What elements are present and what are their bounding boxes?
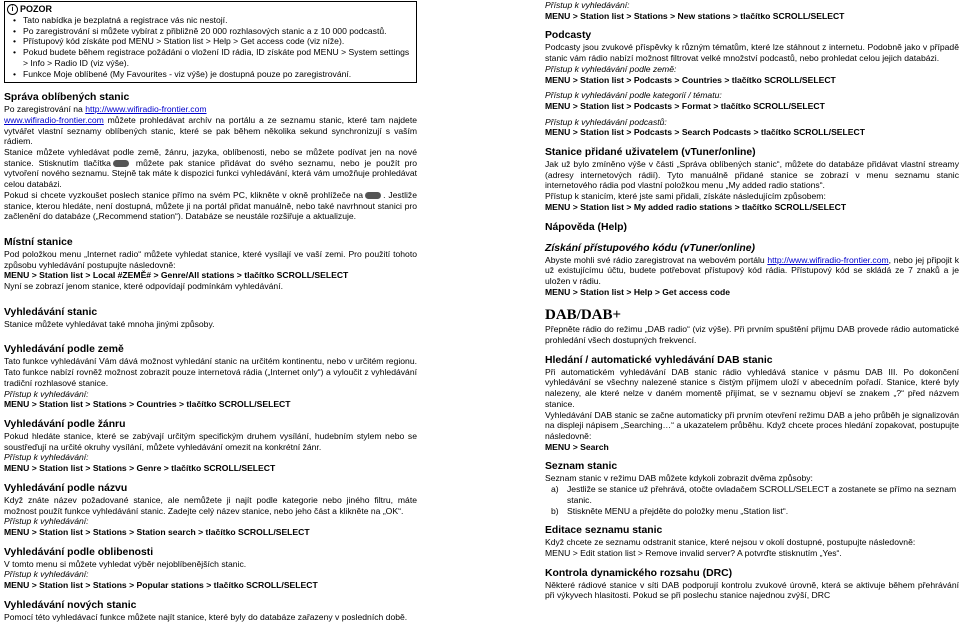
fav-paragraph-2: Stanice můžete vyhledávat podle země, žánru, jazyka, oblíbenosti, nebo se můžete podívat jen na nové stanice. Stisknutím tlačítka můžete pak stanice přidávat do svého seznamu, nebo je použít pro vytvoření nového seznamu. Stejně tak máte k dispozici funkci vyhledávání, která vám umožňuje prohledávat celou databázi. [4, 147, 417, 190]
add-button-icon [113, 160, 129, 167]
scan-paragraph-1: Při automatickém vyhledávání DAB stanic rádio vyhledává stanice v pásmu DAB III. Po dokončení vyhledávání se všechny nalezené stanice s čistým příjmem uloží v abecedním pořadí. Stanice, které byly nalezeny, ale které nelze v daném momentě přijímat, se v seznamu objeví se znakem „?“ před názvem stanice. [545, 366, 959, 409]
play-button-icon [365, 192, 381, 199]
list-option-a: a) Jestliže se stanice už přehrává, otočte ovladačem SCROLL/SELECT a zostanete se přímo na seznam stanic. [551, 484, 957, 505]
local-paragraph: Pod položkou menu „Internet radio“ můžete vyhledat stanice, které vysílají ve vaší zemi. Pro použití tohoto způsobu vyhledávání postupujte následovně: [4, 248, 417, 270]
section-heading-country: Vyhledávání podle země [4, 344, 124, 356]
country-path: MENU > Station list > Stations > Countries > tlačítko SCROLL/SELECT [4, 399, 291, 410]
section-heading-favourites: Správa oblíbených stanic [4, 92, 130, 104]
warning-item: • Přístupový kód získáte pod MENU > Station list > Help > Get access code (viz níže). [23, 36, 416, 47]
section-heading-podcasts: Podcasty [545, 30, 592, 42]
scan-path: MENU > Search [545, 441, 609, 452]
portal-link-short[interactable]: www.wifiradio-frontier.com [4, 114, 104, 125]
search-paragraph: Stanice můžete vyhledávat také mnoha jinými způsoby. [4, 318, 215, 329]
podcasts-access-format: Přístup k vyhledávání podle kategorií / tématu: [545, 90, 722, 101]
warning-item: • Tato nabídka je bezplatná a registrace vás nic nestojí. [23, 15, 416, 26]
list-paragraph: Seznam stanic v režimu DAB můžete kdykoli zobrazit dvěma způsoby: [545, 473, 813, 484]
podcasts-access-country: Přístup k vyhledávání podle země: [545, 63, 677, 74]
left-column [4, 0, 417, 622]
section-heading-dab: DAB/DAB+ [545, 307, 622, 324]
local-path: MENU > Station list > Local #ZEMĚ# > Genre/All stations > tlačítko SCROLL/SELECT [4, 270, 349, 281]
portal-link[interactable]: http://www.wifiradio-frontier.com [85, 104, 207, 115]
portal-link-help[interactable]: http://www.wifiradio-frontier.com [767, 254, 889, 265]
section-heading-edit-list: Editace seznamu stanic [545, 525, 663, 537]
popular-access-label: Přístup k vyhledávání: [4, 569, 89, 580]
new-path: MENU > Station list > Stations > New stations > tlačítko SCROLL/SELECT [545, 10, 845, 21]
fav-paragraph-3: Pokud si chcete vyzkoušet poslech stanice přímo na svém PC, klikněte v okně prohlížeče na . Jestliže stanice, kterou hledáte, není dostupná, můžete ji na portál přidat manuálně, nebo také navrhnout stanici pro začlenění do databáze („Recommend station“). Databáze se neustále rozšiřuje a aktualizuje. [4, 189, 417, 222]
country-paragraph: Tato funkce vyhledávání Vám dává možnost vyhledání stanic na určitém kontinentu, nebo v určitém regionu. Tato funkce nabízí rovněž možnost zobrazit pouze internetová rádia („Internet only“) a vyloučit z vyhledávání tradiční rozhlasové stanice. [4, 356, 417, 388]
section-heading-search: Vyhledávání stanic [4, 306, 98, 318]
dab-paragraph: Přepněte rádio do režimu „DAB radio“ (viz výše). Při prvním spuštění přijmu DAB provede rádio automatické prohledání všech dostupných frekvencí. [545, 324, 959, 346]
warning-list [5, 15, 416, 79]
edit-path: MENU > Edit station list > Remove invalid server? A potvrďte stisknutím „Yes“. [545, 547, 842, 558]
name-path: MENU > Station list > Stations > Station search > tlačítko SCROLL/SELECT [4, 526, 310, 537]
scan-paragraph-2: Vyhledávání DAB stanic se začne automaticky při prvním otevření režimu DAB a jeho průběh je signalizován na displeji nápisem „Searching…“ a ukazatelem průběhu. Když chcete proces hledání zopakovat, postupujte následovně: [545, 409, 959, 441]
podcasts-path-search: MENU > Station list > Podcasts > Search Podcasts > tlačítko SCROLL/SELECT [545, 127, 865, 138]
name-paragraph: Když znáte název požadované stanice, ale nemůžete ji najít podle kategorie nebo jiného filtru, máte možnost použít funkce vyhledávání stanic. Zadejte celý název stanice, nebo jeho část a klikněte na „OK“. [4, 494, 417, 516]
section-heading-popular: Vyhledávání podle oblibenosti [4, 546, 154, 558]
section-heading-drc: Kontrola dynamického rozsahu (DRC) [545, 567, 733, 579]
section-heading-station-list: Seznam stanic [545, 461, 618, 473]
warning-title-text: POZOR [20, 4, 53, 15]
warning-item: • Po zaregistrování si můžete vybírat z přibližně 20 000 rozhlasových stanic a z 10 000 podcastů. [23, 26, 416, 37]
user-path: MENU > Station list > My added radio stations > tlačítko SCROLL/SELECT [545, 201, 847, 212]
podcasts-path-format: MENU > Station list > Podcasts > Format > tlačítko SCROLL/SELECT [545, 100, 825, 111]
country-access-label: Přístup k vyhledávání: [4, 388, 89, 399]
user-paragraph-2: Přístup k stanicím, které jste sami přidali, získáte následujícím způsobem: [545, 191, 826, 202]
warning-item: • Funkce Moje oblíbené (My Favourites - viz výše) je dostupná pouze po zaregistrování. [23, 69, 416, 80]
code-paragraph: Abyste mohli své rádio zaregistrovat na webovém portálu http://www.wifiradio-frontier.com, nebo jej připojit k už existujícímu účtu, budete potřebovat přístupový kód rádia. Přístupový kód se skládá ze 7 znaků a je uložen v rádiu. [545, 254, 959, 286]
popular-path: MENU > Station list > Stations > Popular stations > tlačítko SCROLL/SELECT [4, 580, 318, 591]
list-option-b: b) Stiskněte MENU a přejděte do položky menu „Station list“. [551, 505, 789, 516]
podcasts-path-country: MENU > Station list > Podcasts > Countries > tlačítko SCROLL/SELECT [545, 74, 836, 85]
fav-paragraph-1: www.wifiradio-frontier.com můžete prohledávat archív na portálu a ze seznamu stanic, které tam najdete vytvářet vlastní seznamy oblíbených stanic, které se pak během několika sekund synchronizují s vaším rádiem. [4, 114, 417, 147]
warning-box [4, 1, 417, 83]
popular-paragraph: V tomto menu si můžete vyhledat výběr nejoblíbenějších stanic. [4, 558, 247, 569]
genre-paragraph: Pokud hledáte stanice, které se zabývají určitým specifickým druhem vysílání, hudebním stylem nebo se soustřeďují na určité okruhy vysílání, můžete vyhledávání omezit na konkrétní žánr. [4, 430, 417, 452]
name-access-label: Přístup k vyhledávání: [4, 516, 89, 527]
section-heading-new: Vyhledávání nových stanic [4, 599, 137, 611]
user-paragraph-1: Jak už bylo zmíněno výše v části „Správa oblíbených stanic“, můžete do databáze přidávat vlastní streamy (adresy internetových rádií). Tyto manuálně přidané stanice se zobrazí v menu seznamu stanic internetového rádia pod vlastní položkou menu „My added radio stations“. [545, 159, 959, 191]
fav-registration: Po zaregistrování na http://www.wifiradio-frontier.com [4, 104, 207, 115]
genre-path: MENU > Station list > Stations > Genre > tlačítko SCROLL/SELECT [4, 463, 276, 474]
podcasts-access-search: Přístup k vyhledávání podcastů: [545, 116, 667, 127]
warning-title [5, 4, 416, 15]
right-column [545, 0, 959, 601]
list-options [545, 484, 959, 516]
local-note: Nyní se zobrazí jenom stanice, které odpovídají podmínkám vyhledávání. [4, 281, 283, 292]
section-heading-name: Vyhledávání podle názvu [4, 482, 128, 494]
section-heading-genre: Vyhledávání podle žánru [4, 418, 126, 430]
new-paragraph: Pomocí této vyhledávací funkce můžete najít stanice, které byly do databáze zařazeny v posledních době. [4, 611, 408, 622]
code-path: MENU > Station list > Help > Get access code [545, 286, 731, 297]
section-heading-dab-scan: Hledání / automatické vyhledávání DAB stanic [545, 354, 773, 366]
section-heading-user-stations: Stanice přidané uživatelem (vTuner/online) [545, 147, 756, 159]
new-access-label: Přístup k vyhledávání: [545, 0, 630, 10]
drc-paragraph: Některé rádiové stanice v síti DAB podporují kontrolu zvukové úrovně, která se aktivuje během přehrávání při výkyvech hlasitosti. Pokud se při poslechu stanice najednou zvýší, DRC [545, 579, 959, 601]
podcasts-paragraph: Podcasty jsou zvukové příspěvky k různým tématům, které lze stáhnout z internetu. Podobně jako v případě stanic vám rádio nabízí možnost filtrovat velké množství podcastů, nebo prohledat celou jejich databázi. [545, 42, 959, 64]
warning-icon: i [7, 4, 18, 15]
section-heading-help: Nápověda (Help) [545, 221, 627, 233]
section-heading-local: Místní stanice [4, 236, 73, 248]
section-heading-access-code: Získání přístupového kódu (vTuner/online) [545, 242, 755, 254]
warning-item: • Pokud budete během registrace požádáni o vložení ID rádia, ID získáte pod MENU > System settings > Info > Radio ID (viz výše). [23, 47, 416, 68]
edit-paragraph: Když chcete ze seznamu odstranit stanice, které nejsou v okolí dostupné, postupujte následovně: [545, 537, 916, 548]
genre-access-label: Přístup k vyhledávání: [4, 452, 89, 463]
